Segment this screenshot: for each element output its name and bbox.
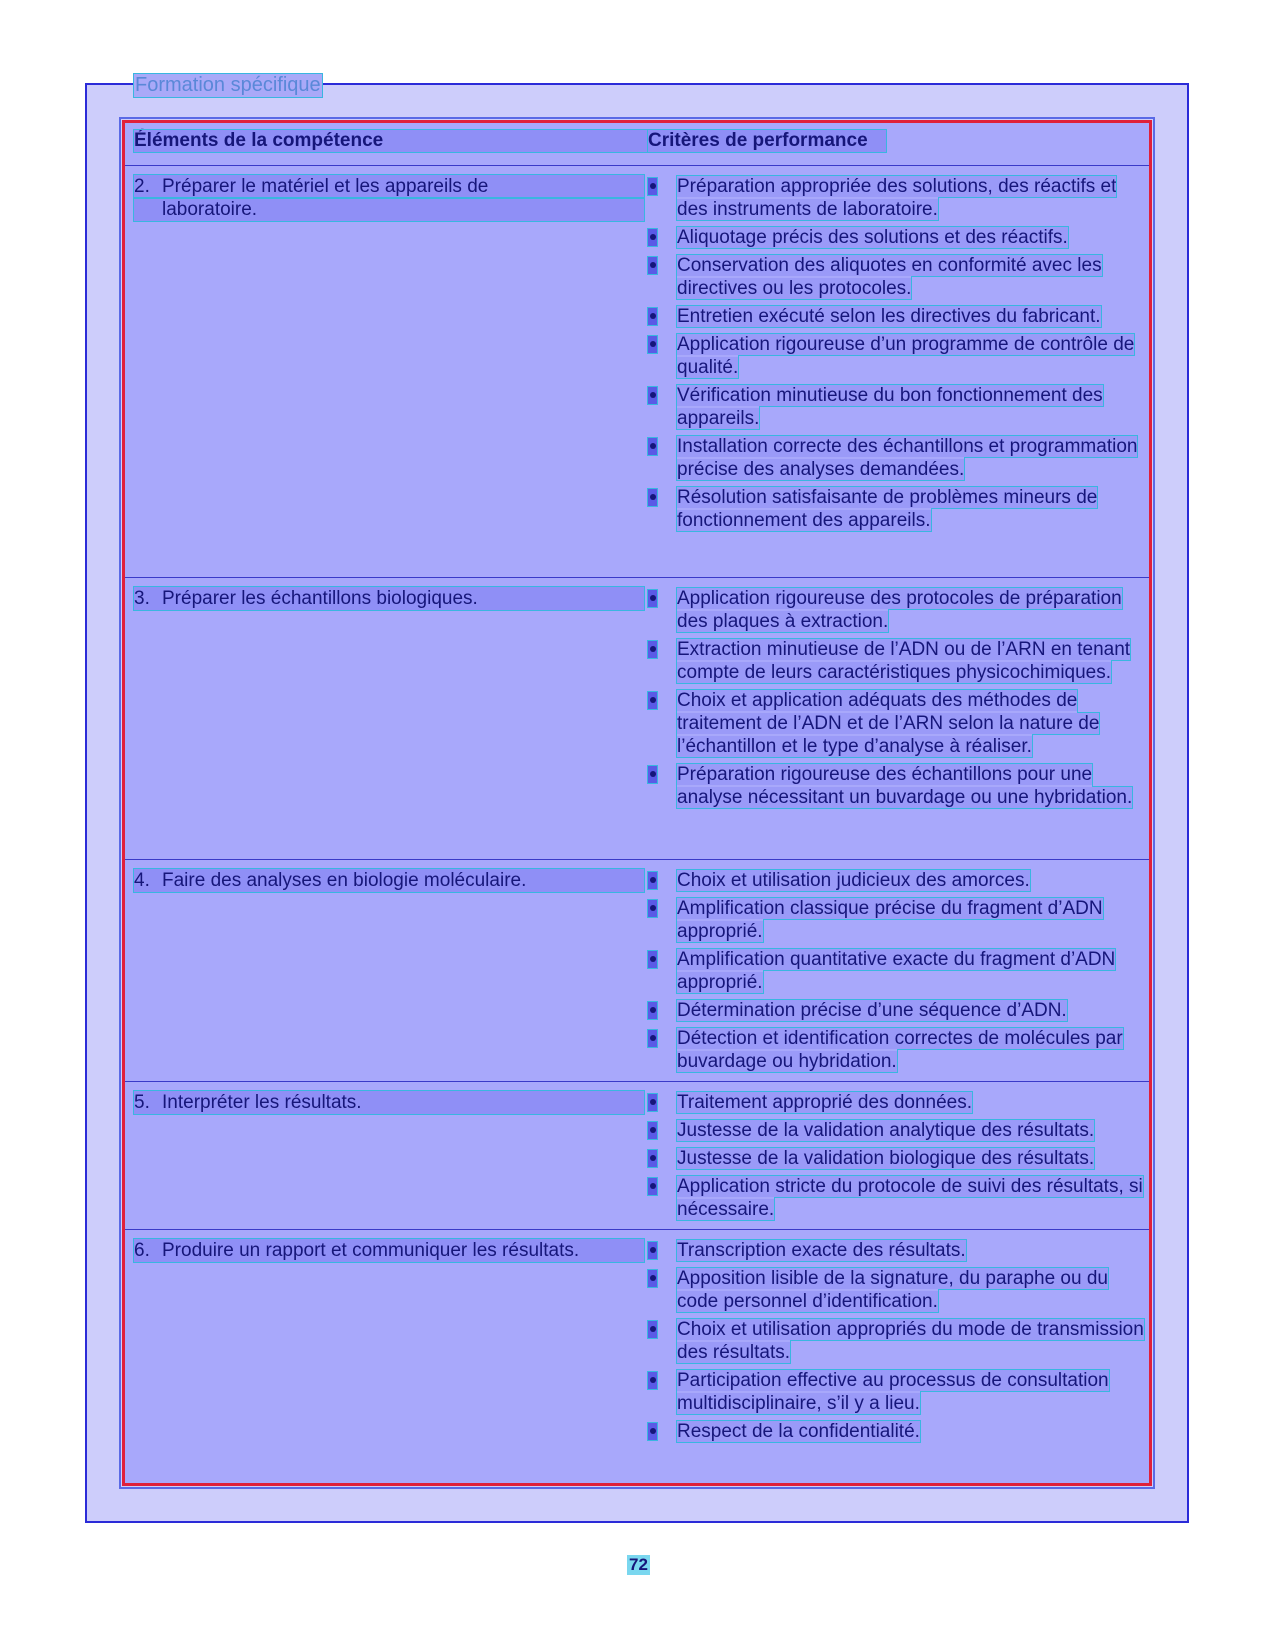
bullet-icon: [648, 1150, 657, 1167]
criteria-item: [648, 305, 1148, 328]
element-line: [134, 1239, 644, 1262]
bullet-icon: [648, 951, 657, 968]
bullet-icon: [648, 489, 657, 506]
header-elements: Éléments de la compétence: [134, 130, 654, 152]
bullet-icon: [648, 590, 657, 607]
bullet-icon: [648, 1423, 657, 1440]
bullet-icon: [648, 1094, 657, 1111]
element-cell: [134, 175, 644, 221]
bullet-icon: [648, 387, 657, 404]
criteria-item: [648, 999, 1148, 1022]
criteria-text: Application rigoureuse des protocoles de préparation des plaques à extraction.: [677, 588, 1122, 632]
criteria-item: [648, 175, 1148, 221]
bullet-icon: [648, 900, 657, 917]
bullet-icon: [648, 766, 657, 783]
element-cell: [134, 1239, 644, 1262]
criteria-item: [648, 333, 1148, 379]
element-line: [134, 1091, 644, 1114]
table-row: [125, 1082, 1149, 1230]
element-number: 5.: [134, 1092, 150, 1113]
criteria-text: Détermination précise d’une séquence d’ADN.: [677, 1000, 1067, 1021]
bullet-icon: [648, 308, 657, 325]
bullet-icon: [648, 641, 657, 658]
table-header-row: [125, 123, 1149, 166]
table-row: [125, 166, 1149, 578]
element-number: 6.: [134, 1240, 150, 1261]
bullet-icon: [648, 1242, 657, 1259]
bullet-icon: [648, 438, 657, 455]
header-criteria: Critères de performance: [648, 130, 886, 152]
criteria-text: Résolution satisfaisante de problèmes mineurs de fonctionnement des appareils.: [677, 487, 1098, 531]
criteria-item: [648, 1175, 1148, 1221]
criteria-item: [648, 1267, 1148, 1313]
criteria-text: Participation effective au processus de consultation multidisciplinaire, s’il y a lieu.: [677, 1370, 1109, 1414]
element-line: [134, 869, 644, 892]
bullet-icon: [648, 178, 657, 195]
element-cell: [134, 869, 644, 892]
bullet-icon: [648, 1372, 657, 1389]
criteria-item: [648, 587, 1148, 633]
criteria-text: Choix et utilisation judicieux des amorces.: [677, 870, 1030, 891]
bullet-icon: [648, 1122, 657, 1139]
criteria-item: [648, 763, 1148, 809]
table-row: [125, 578, 1149, 860]
element-number: 2.: [134, 176, 150, 197]
criteria-text: Conservation des aliquotes en conformité avec les directives ou les protocoles.: [677, 255, 1102, 299]
criteria-item: [648, 689, 1148, 758]
bullet-icon: [648, 1030, 657, 1047]
page-number: 72: [629, 1555, 648, 1574]
criteria-list: [648, 587, 1148, 814]
element-line: [134, 175, 644, 198]
criteria-text: Préparation appropriée des solutions, des réactifs et des instruments de laboratoire.: [677, 176, 1117, 220]
criteria-item: [648, 638, 1148, 684]
criteria-list: [648, 1239, 1148, 1448]
criteria-text: Justesse de la validation analytique des résultats.: [677, 1120, 1095, 1141]
criteria-item: [648, 254, 1148, 300]
element-text: Préparer les échantillons biologiques.: [162, 588, 478, 609]
bullet-icon: [648, 336, 657, 353]
bullet-icon: [648, 692, 657, 709]
bullet-icon: [648, 1002, 657, 1019]
criteria-text: Apposition lisible de la signature, du paraphe ou du code personnel d’identification.: [677, 1268, 1108, 1312]
criteria-text: Application rigoureuse d’un programme de contrôle de qualité.: [677, 334, 1135, 378]
competency-table: [122, 120, 1152, 1486]
criteria-item: [648, 1091, 1148, 1114]
criteria-text: Transcription exacte des résultats.: [677, 1240, 966, 1261]
criteria-item: [648, 226, 1148, 249]
criteria-text: Détection et identification correctes de molécules par buvardage ou hybridation.: [677, 1028, 1123, 1072]
criteria-text: Amplification quantitative exacte du fragment d’ADN approprié.: [677, 949, 1116, 993]
criteria-text: Choix et utilisation appropriés du mode de transmission des résultats.: [677, 1319, 1144, 1363]
criteria-text: Extraction minutieuse de l’ADN ou de l’ARN en tenant compte de leurs caractéristiques physicochimiques.: [677, 639, 1131, 683]
criteria-list: [648, 1091, 1148, 1226]
element-cell: [134, 587, 644, 610]
criteria-item: [648, 1318, 1148, 1364]
criteria-text: Installation correcte des échantillons et programmation précise des analyses demandées.: [677, 436, 1138, 480]
criteria-item: [648, 435, 1148, 481]
element-number: 4.: [134, 870, 150, 891]
criteria-item: [648, 1027, 1148, 1073]
element-text: Faire des analyses en biologie moléculaire.: [162, 870, 527, 891]
criteria-text: Application stricte du protocole de suivi des résultats, si nécessaire.: [677, 1176, 1143, 1220]
element-cell: [134, 1091, 644, 1114]
section-title: Formation spécifique: [135, 74, 321, 96]
criteria-text: Entretien exécuté selon les directives du fabricant.: [677, 306, 1101, 327]
criteria-item: [648, 1119, 1148, 1142]
criteria-text: Préparation rigoureuse des échantillons pour une analyse nécessitant un buvardage ou une hybridation.: [677, 764, 1133, 808]
criteria-item: [648, 1147, 1148, 1170]
criteria-list: [648, 175, 1148, 537]
criteria-text: Vérification minutieuse du bon fonctionnement des appareils.: [677, 385, 1103, 429]
criteria-item: [648, 384, 1148, 430]
criteria-item: [648, 869, 1148, 892]
bullet-icon: [648, 229, 657, 246]
criteria-item: [648, 897, 1148, 943]
criteria-text: Choix et application adéquats des méthodes de traitement de l’ADN et de l’ARN selon la nature de l’échantillon et le type d’analyse à réaliser.: [677, 690, 1100, 757]
criteria-text: Aliquotage précis des solutions et des réactifs.: [677, 227, 1068, 248]
table-row: [125, 860, 1149, 1082]
criteria-text: Amplification classique précise du fragment d’ADN approprié.: [677, 898, 1103, 942]
criteria-list: [648, 869, 1148, 1078]
element-line: laboratoire.: [134, 198, 644, 221]
element-number: 3.: [134, 588, 150, 609]
criteria-item: [648, 1420, 1148, 1443]
element-text: Préparer le matériel et les appareils de: [162, 176, 489, 197]
criteria-item: [648, 948, 1148, 994]
bullet-icon: [648, 1270, 657, 1287]
criteria-text: Traitement approprié des données.: [677, 1092, 973, 1113]
criteria-text: Justesse de la validation biologique des résultats.: [677, 1148, 1095, 1169]
criteria-item: [648, 486, 1148, 532]
criteria-item: [648, 1369, 1148, 1415]
element-text: Interpréter les résultats.: [162, 1092, 362, 1113]
element-text: Produire un rapport et communiquer les résultats.: [162, 1240, 580, 1261]
bullet-icon: [648, 1321, 657, 1338]
bullet-icon: [648, 257, 657, 274]
criteria-item: [648, 1239, 1148, 1262]
table-row: [125, 1230, 1149, 1452]
criteria-text: Respect de la confidentialité.: [677, 1421, 920, 1442]
element-line: [134, 587, 644, 610]
bullet-icon: [648, 1178, 657, 1195]
bullet-icon: [648, 872, 657, 889]
